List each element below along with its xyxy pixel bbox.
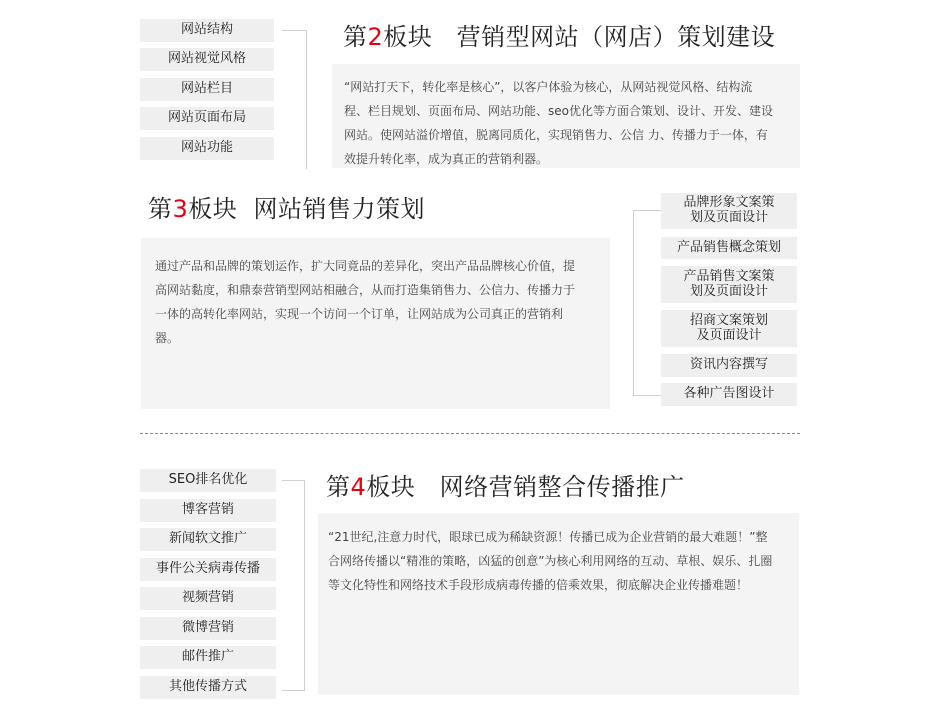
menu-item-site-structure[interactable]: 网站结构 (140, 19, 274, 42)
section-4-description: “21世纪,注意力时代，眼球已成为稀缺资源！传播已成为企业营销的最大难题！”整合网络传播以“精准的策略，凶猛的创意”为核心利用网络的互动、草根、娱乐、扎圈等文化特性和网络技术手段形成病毒传播的倍乘效果，彻底解决企业传播难题！ (328, 530, 773, 592)
menu-item-other-channels[interactable]: 其他传播方式 (140, 676, 276, 699)
menu-item-weibo-marketing[interactable]: 微博营销 (140, 617, 276, 640)
menu-item-blog-marketing[interactable]: 博客营销 (140, 499, 276, 522)
section-divider (140, 433, 800, 434)
menu-item-news-writing[interactable]: 资讯内容撰写 (661, 354, 797, 377)
menu-item-site-columns[interactable]: 网站栏目 (140, 78, 274, 101)
section-4-title: 第4板块 网络营销整合传播推广 (326, 473, 685, 501)
section-2-title: 第2板块 营销型网站（网店）策划建设 (343, 23, 776, 51)
menu-item-ad-design[interactable]: 各种广告图设计 (661, 383, 797, 406)
menu-item-email-promotion[interactable]: 邮件推广 (140, 646, 276, 669)
section-2-description: “网站打天下，转化率是核心”，以客户体验为核心，从网站视觉风格、结构流程、栏目规划、页面布局、网站功能、seo优化等方面合策划、设计、开发、建设网站。使网站溢价增值，脱离同质化，实现销售力、公信 力、传播力于一体，有效提升转化率，成为真正的营销利器。 (344, 80, 773, 166)
bracket-line (282, 480, 305, 691)
menu-item-product-copy[interactable]: 产品销售文案策 划及页面设计 (661, 266, 797, 303)
menu-item-page-layout[interactable]: 网站页面布局 (140, 107, 274, 130)
bracket-line (633, 210, 661, 396)
section-3-description: 通过产品和品牌的策划运作，扩大同竟品的差异化，突出产品品牌核心价值，提高网站黏度，和鼎泰营销型网站相融合，从而打造集销售力、公信力、传播力于一体的高转化率网站，实现一个访问一个订单，让网站成为公司真正的营销利器。 (155, 259, 576, 345)
menu-item-brand-copy[interactable]: 品牌形象文案策 划及页面设计 (661, 193, 797, 229)
section-4-description-panel (318, 513, 799, 695)
section-3-title: 第3板块 网站销售力策划 (148, 195, 426, 223)
menu-item-viral-pr[interactable]: 事件公关病毒传播 (140, 558, 276, 581)
section-3-description-panel (141, 238, 610, 409)
menu-item-news-promotion[interactable]: 新闻软文推广 (140, 528, 276, 551)
menu-item-product-concept[interactable]: 产品销售概念策划 (661, 237, 797, 259)
menu-item-visual-style[interactable]: 网站视觉风格 (140, 48, 274, 71)
bracket-line (282, 30, 307, 169)
menu-item-site-function[interactable]: 网站功能 (140, 137, 274, 160)
menu-item-seo[interactable]: SEO排名优化 (140, 469, 276, 492)
menu-item-video-marketing[interactable]: 视频营销 (140, 587, 276, 610)
section-2-description-panel (332, 64, 800, 168)
menu-item-investment-copy[interactable]: 招商文案策划 及页面设计 (661, 310, 797, 347)
